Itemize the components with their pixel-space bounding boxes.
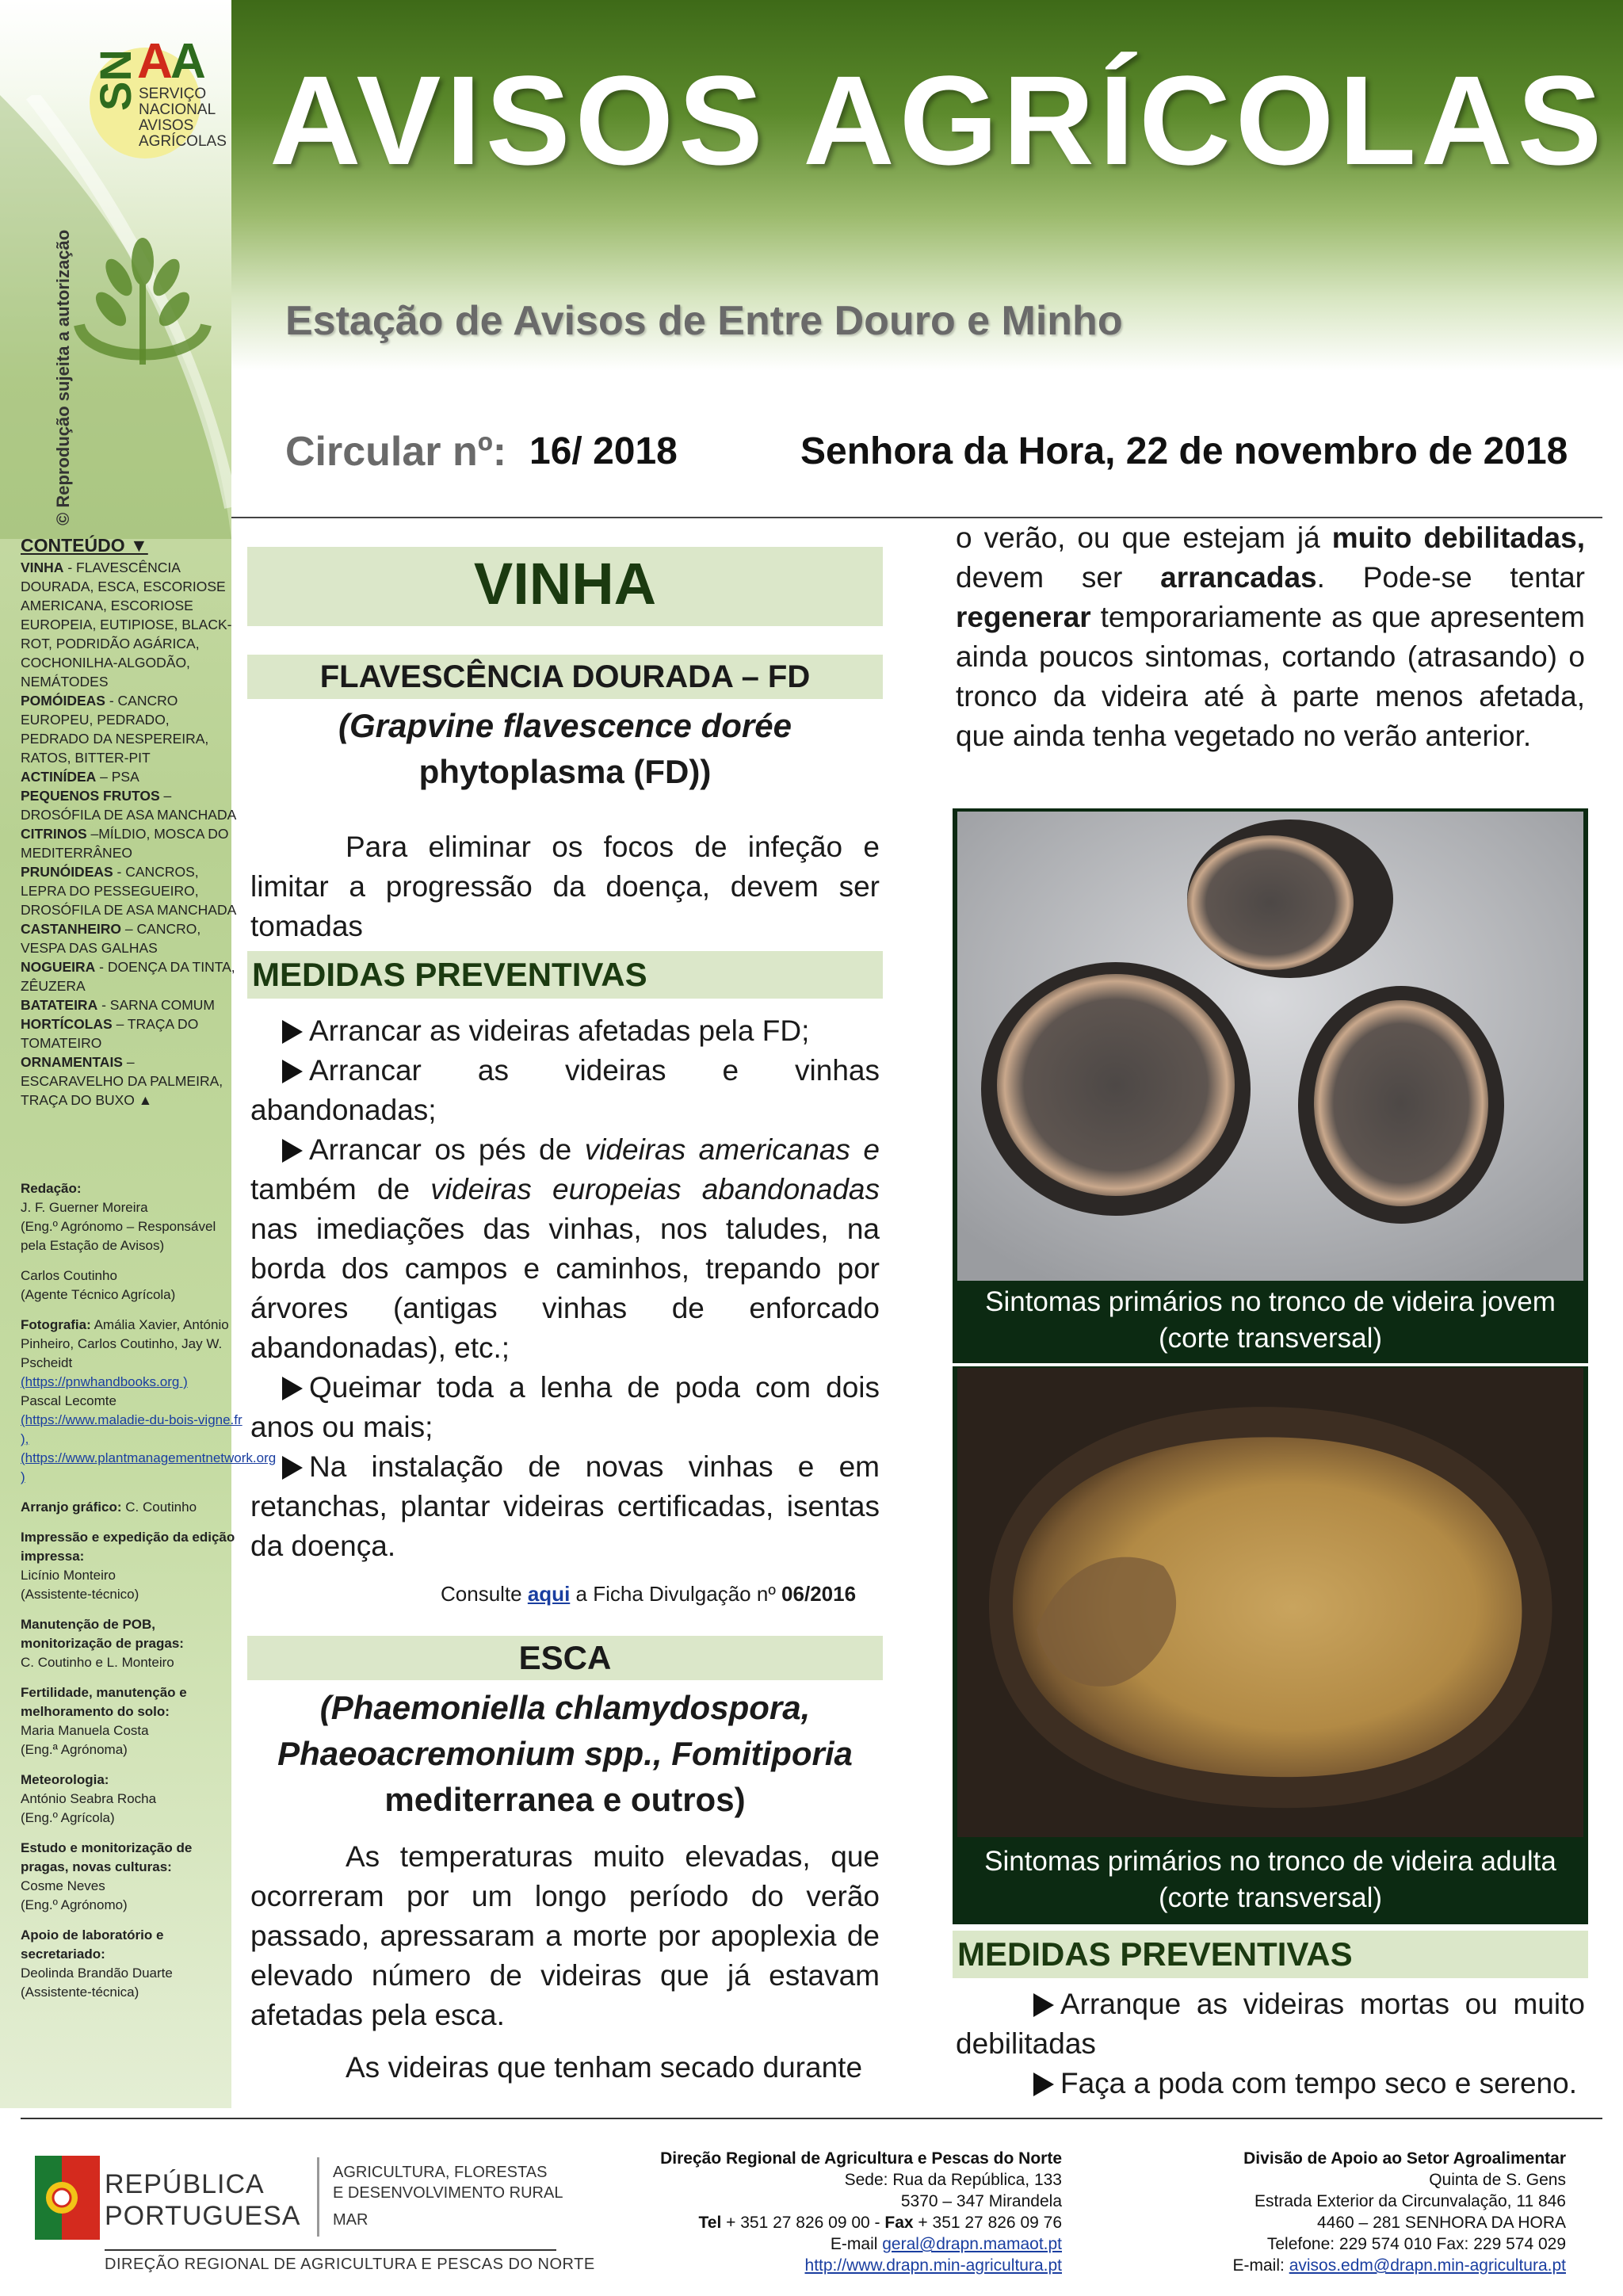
toc-section-topics: – TRAÇA DO TOMATEIRO — [21, 1016, 199, 1051]
esca-scientific-names — [247, 1685, 883, 1823]
bullet-triangle-icon — [282, 1060, 303, 1083]
fd-measures-list — [250, 1011, 880, 1566]
toc-section-name: BATATEIRA — [21, 997, 98, 1013]
fd-scientific-name-2: phytoplasma (FD)) — [418, 753, 712, 790]
list-item: Arranque as videiras mortas ou muito debilitadas — [956, 1988, 1585, 2060]
bullet-triangle-icon — [1033, 2073, 1054, 2096]
toc-section-topics: – ESCARAVELHO DA PALMEIRA, TRAÇA DO BUXO ▲ — [21, 1054, 223, 1108]
foto-label: Fotografia: — [21, 1317, 91, 1332]
section-title-vinha: VINHA — [473, 551, 657, 617]
medidas-preventivas-title-esca: MEDIDAS PREVENTIVAS — [957, 1935, 1353, 1973]
toc-entry[interactable] — [21, 560, 231, 690]
fert-role: (Eng.ª Agrónoma) — [21, 1742, 128, 1757]
pob-names: C. Coutinho e L. Monteiro — [21, 1655, 174, 1670]
redacao-name-2: Carlos Coutinho — [21, 1268, 117, 1283]
toc-section-name: PRUNÓIDEAS — [21, 864, 113, 880]
bullet-triangle-icon — [1033, 1993, 1054, 2017]
medidas-preventivas-title-fd: MEDIDAS PREVENTIVAS — [252, 956, 647, 993]
toc-section-topics: - DOENÇA DA TINTA, ZÊUZERA — [21, 959, 235, 994]
fd-intro-text: Para eliminar os focos de infeção e limitar a progressão da doença, devem ser tomadas — [250, 831, 880, 942]
fert-name: Maria Manuela Costa — [21, 1723, 149, 1738]
lab-role: (Assistente-técnica) — [21, 1985, 139, 2000]
toc-entry[interactable] — [21, 1016, 198, 1051]
impressao-role: (Assistente-técnico) — [21, 1587, 139, 1602]
circular-number: 16/ 2018 — [529, 430, 678, 472]
toc-entry[interactable] — [21, 769, 139, 785]
toc-section-name: ACTINÍDEA — [21, 769, 97, 785]
table-of-contents — [21, 536, 239, 1110]
caption-adult-vine: Sintomas primários no tronco de videira adulta (corte transversal) — [984, 1846, 1556, 1913]
footer-logo-separator — [317, 2157, 319, 2237]
toc-section-topics: - CANCROS, LEPRA DO PESSEGUEIRO, DROSÓFILA DE ASA MANCHADA — [21, 864, 237, 918]
drapn-name: DIREÇÃO REGIONAL DE AGRICULTURA E PESCAS DO NORTE — [105, 2256, 595, 2273]
toc-heading[interactable]: CONTEÚDO ▼ — [21, 535, 148, 556]
toc-entry[interactable] — [21, 959, 235, 994]
credits — [21, 1179, 277, 2002]
link-plantmanagement[interactable]: (https://www.plantmanagementnetwork.org ) — [21, 1450, 277, 1484]
toc-entry[interactable] — [21, 921, 200, 956]
address-division: Divisão de Apoio ao Setor Agroalimentar Quinta de S. Gens Estrada Exterior da Circunvalação, 11 846 4460 – 281 SENHORA DA HORA Telefone: 229 574 010 Fax: 229 574 029 E-mail: avisos.edm@drapn.min-agricultura.pt — [1232, 2149, 1566, 2275]
list-item: Queimar toda a lenha de poda com dois anos ou mais; — [250, 1371, 880, 1443]
esca-paragraph-continued: o verão, ou que estejam já muito debilitadas, devem ser arrancadas. Pode-se tentar regenerar temporariamente as que apresentem ainda poucos sintomas, cortando (atrasando) o tronco da videira até à parte menos afetada, que ainda tenha vegetado no verão anterior. — [956, 521, 1585, 752]
esca-measures-list — [956, 1985, 1585, 2103]
bullet-triangle-icon — [282, 1456, 303, 1480]
place-date: Senhora da Hora, 22 de novembro de 2018 — [800, 430, 1568, 472]
esca-paragraph-1: As temperaturas muito elevadas, que ocorreram por um longo período do verão passado, apressaram a morte por apoplexia de elevado número de videiras que já estavam afetadas pela esca. — [250, 1840, 880, 2031]
redacao-role-1: (Eng.º Agrónomo – Responsável pela Estação de Avisos) — [21, 1219, 216, 1253]
address-drapn: Direção Regional de Agricultura e Pescas do Norte Sede: Rua da República, 133 5370 – 347 Mirandela Tel + 351 27 826 09 00 - Fax + 351 27 826 09 76 E-mail geral@drapn.mamaot.pt http://www.drapn.min-agricultura.pt — [660, 2149, 1062, 2275]
toc-entry[interactable] — [21, 788, 236, 823]
leaf-emblem-icon — [63, 230, 222, 380]
reproduction-note: © Reprodução sujeita a autorização — [53, 229, 73, 525]
esca-scientific-line: mediterranea e outros) — [384, 1781, 746, 1818]
drapn-rule — [105, 2249, 556, 2251]
page-title: AVISOS AGRÍCOLAS — [269, 49, 1607, 191]
consulte-line: Consulte aqui a Ficha Divulgação nº 06/2016 — [441, 1582, 857, 1606]
redacao-name-1: J. F. Guerner Moreira — [21, 1200, 148, 1215]
list-item: Faça a poda com tempo seco e sereno. — [956, 2064, 1585, 2103]
republica-portuguesa-logo: REPÚBLICA PORTUGUESA — [105, 2169, 301, 2231]
fd-title: FLAVESCÊNCIA DOURADA – FD — [319, 659, 811, 694]
arranjo-label: Arranjo gráfico: — [21, 1499, 122, 1515]
arranjo-name: C. Coutinho — [125, 1499, 197, 1515]
ficha-link[interactable]: aqui — [527, 1582, 571, 1606]
portuguese-republic-emblem-icon — [35, 2156, 100, 2240]
svg-text:SN: SN — [90, 49, 140, 111]
bullet-triangle-icon — [282, 1139, 303, 1163]
esca-title: ESCA — [518, 1639, 612, 1676]
impressao-label: Impressão e expedição da edição impressa: — [21, 1530, 235, 1564]
toc-section-topics: – CANCRO, VESPA DAS GALHAS — [21, 921, 201, 956]
svg-text:A: A — [170, 34, 206, 89]
list-item: Arrancar os pés de videiras americanas e também de videiras europeias abandonadas nas imediações das vinhas, nos taludes, na borda dos campos e caminhos, trepando por árvores (antigas vinhas de enforcado abandonadas), etc.; — [250, 1133, 880, 1364]
svg-text:SERVIÇO: SERVIÇO — [139, 86, 207, 102]
toc-entry[interactable] — [21, 1054, 223, 1108]
photo-young-vine-cross-section — [957, 812, 1583, 1281]
toc-section-name: ORNAMENTAIS — [21, 1054, 123, 1070]
list-item: Arrancar as videiras e vinhas abandonadas; — [250, 1054, 880, 1126]
toc-entry[interactable] — [21, 826, 229, 861]
toc-section-topics: – DROSÓFILA DE ASA MANCHADA — [21, 788, 237, 823]
estudo-name: Cosme Neves — [21, 1878, 105, 1893]
toc-section-topics: –MÍLDIO, MOSCA DO MEDITERRÂNEO — [21, 826, 229, 861]
redacao-label: Redação: — [21, 1181, 82, 1196]
sna-logo — [83, 32, 234, 174]
svg-text:AGRÍCOLAS: AGRÍCOLAS — [139, 133, 227, 150]
esca-scientific-line: Phaeoacremonium spp., Fomitiporia — [277, 1735, 853, 1772]
svg-text:NACIONAL: NACIONAL — [139, 101, 216, 118]
meteo-role: (Eng.º Agrícola) — [21, 1810, 115, 1825]
lab-label: Apoio de laboratório e secretariado: — [21, 1927, 164, 1962]
meteo-name: António Seabra Rocha — [21, 1791, 157, 1806]
toc-section-name: HORTÍCOLAS — [21, 1016, 113, 1032]
estudo-label: Estudo e monitorização de pragas, novas culturas: — [21, 1840, 193, 1874]
toc-entry[interactable] — [21, 864, 236, 918]
lab-name: Deolinda Brandão Duarte — [21, 1966, 173, 1981]
fd-scientific-name: (Grapvine flavescence dorée — [338, 707, 792, 744]
toc-section-topics: - CANCRO EUROPEU, PEDRADO, PEDRADO DA NESPEREIRA, RATOS, BITTER-PIT — [21, 693, 209, 766]
svg-text:A: A — [137, 34, 173, 89]
toc-section-name: VINHA — [21, 560, 64, 575]
website-link[interactable]: http://www.drapn.min-agricultura.pt — [804, 2256, 1062, 2275]
foto-names-2: Pascal Lecomte — [21, 1393, 116, 1408]
bullet-triangle-icon — [282, 1377, 303, 1400]
esca-scientific-line: (Phaemoniella chlamydospora, — [319, 1689, 811, 1726]
toc-section-name: CITRINOS — [21, 826, 87, 842]
email-link-geral[interactable]: geral@drapn.mamaot.pt — [882, 2235, 1062, 2253]
toc-section-topics: – PSA — [96, 769, 139, 785]
list-item: Na instalação de novas vinhas e em retanchas, plantar videiras certificadas, isentas da doença. — [250, 1450, 880, 1562]
esca-paragraph-2: As videiras que tenham secado durante — [346, 2051, 863, 2084]
toc-section-name: PEQUENOS FRUTOS — [21, 788, 160, 804]
email-link-avisos[interactable]: avisos.edm@drapn.min-agricultura.pt — [1289, 2256, 1566, 2275]
fd-intro-paragraph — [250, 827, 880, 946]
estudo-role: (Eng.º Agrónomo) — [21, 1897, 128, 1912]
toc-entry[interactable] — [21, 693, 208, 766]
list-item: Arrancar as videiras afetadas pela FD; — [250, 1011, 880, 1051]
toc-section-topics: - SARNA COMUM — [97, 997, 216, 1013]
ministry-name: AGRICULTURA, FLORESTAS E DESENVOLVIMENTO RURAL — [333, 2164, 563, 2202]
toc-section-topics: - FLAVESCÊNCIA DOURADA, ESCA, ESCORIOSE AMERICANA, ESCORIOSE EUROPEIA, EUTIPIOSE, BLACK-ROT, PODRIDÃO AGÁRICA, COCHONILHA-ALGODÃO, NEMÁTODES — [21, 560, 232, 690]
toc-section-name: POMÓIDEAS — [21, 693, 105, 709]
redacao-role-2: (Agente Técnico Agrícola) — [21, 1287, 176, 1302]
ministry-mar: MAR — [333, 2211, 369, 2229]
pob-label: Manutenção de POB, monitorização de pragas: — [21, 1617, 184, 1651]
link-maladie-du-bois[interactable]: (https://www.maladie-du-bois-vigne.fr ), — [21, 1412, 242, 1446]
toc-entry[interactable] — [21, 997, 215, 1013]
foto-names: Amália Xavier, António Pinheiro, Carlos Coutinho, Jay W. Pscheidt — [21, 1317, 229, 1370]
link-pnwhandbooks[interactable]: (https://pnwhandbooks.org ) — [21, 1374, 188, 1389]
photo-adult-vine-cross-section — [957, 1368, 1583, 1837]
bullet-triangle-icon — [282, 1020, 303, 1044]
impressao-name: Licínio Monteiro — [21, 1568, 116, 1583]
station-name: Estação de Avisos de Entre Douro e Minho — [285, 298, 1123, 344]
toc-section-name: NOGUEIRA — [21, 959, 96, 975]
svg-text:AVISOS: AVISOS — [139, 117, 194, 134]
footer-divider — [21, 2118, 1602, 2119]
fert-label: Fertilidade, manutenção e melhoramento do solo: — [21, 1685, 187, 1719]
circular-label: Circular nº: — [285, 429, 507, 475]
caption-young-vine: Sintomas primários no tronco de videira jovem (corte transversal) — [985, 1286, 1556, 1354]
meteo-label: Meteorologia: — [21, 1772, 109, 1787]
toc-section-name: CASTANHEIRO — [21, 921, 122, 937]
